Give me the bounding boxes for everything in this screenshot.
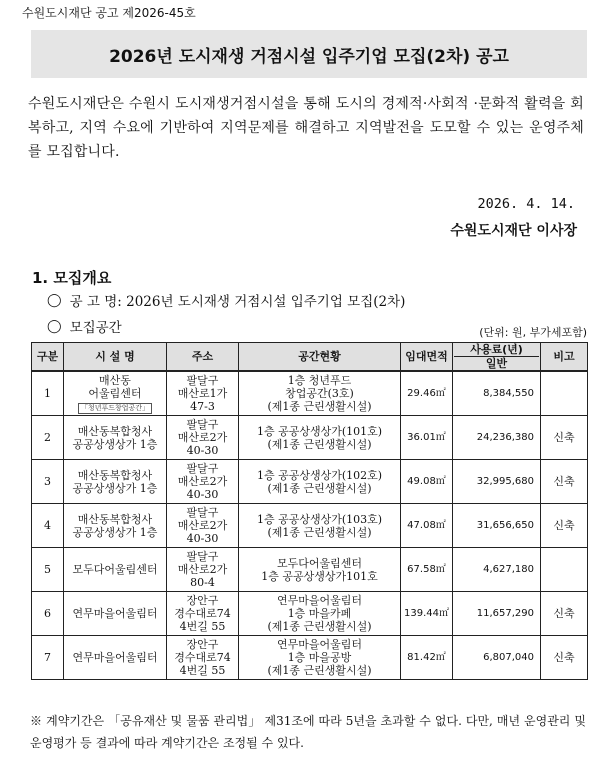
cell-address (167, 416, 239, 460)
cell-status (239, 636, 401, 680)
cell-facility (64, 548, 167, 592)
table-row (32, 592, 588, 636)
cell-status (239, 416, 401, 460)
cell-status-text: 연무마을어울림터 1층 마을공방 (제1종 근린생활시설) (267, 638, 372, 677)
cell-address-text: 장안구 경수대로74 4번길 55 (174, 594, 231, 633)
cell-no-text: 5 (44, 563, 51, 576)
section-heading-overview: 1. 모집개요 (32, 269, 112, 287)
cell-note (541, 460, 588, 504)
table-row (32, 548, 588, 592)
cell-address (167, 371, 239, 416)
facility-tag: 「청년푸드창업공간」 (78, 403, 152, 414)
bullet-notice-name (47, 290, 405, 310)
cell-address-text: 팔달구 매산로2가 40-30 (177, 506, 228, 545)
cell-rent-text: 32,995,680 (476, 476, 534, 487)
cell-facility (64, 636, 167, 680)
cell-rent (453, 416, 541, 460)
cell-note (541, 548, 588, 592)
cell-status (239, 592, 401, 636)
cell-no (32, 460, 64, 504)
cell-note (541, 371, 588, 416)
cell-note-text: 신축 (553, 519, 575, 532)
cell-no-text: 3 (44, 475, 51, 488)
cell-no-text: 7 (44, 651, 51, 664)
cell-facility-text: 매산동 어울림센터 (88, 373, 142, 400)
cell-status (239, 460, 401, 504)
cell-no (32, 636, 64, 680)
cell-address (167, 504, 239, 548)
page-title-banner (31, 30, 587, 78)
cell-rent-text: 4,627,180 (483, 564, 534, 575)
cell-area (401, 416, 453, 460)
cell-address-text: 팔달구 매산로2가 80-4 (177, 550, 228, 589)
cell-rent (453, 460, 541, 504)
cell-note (541, 592, 588, 636)
cell-no (32, 548, 64, 592)
table-row (32, 504, 588, 548)
cell-area-text: 139.44㎡ (404, 608, 449, 619)
cell-status (239, 548, 401, 592)
cell-status-text: 1층 공공상생상가(101호) (제1종 근린생활시설) (256, 424, 383, 451)
header-note: 비고 (541, 343, 588, 372)
cell-address-text: 장안구 경수대로74 4번길 55 (174, 638, 231, 677)
cell-facility-text: 매산동복합청사 공공상생상가 1층 (72, 424, 158, 451)
cell-area (401, 548, 453, 592)
cell-area (401, 504, 453, 548)
cell-facility-text: 매산동복합청사 공공상생상가 1층 (72, 468, 158, 495)
cell-area (401, 460, 453, 504)
table-row (32, 636, 588, 680)
header-rent (453, 343, 541, 372)
cell-no-text: 2 (44, 431, 51, 444)
table-header-row (32, 343, 588, 372)
cell-no-text: 4 (44, 519, 51, 532)
header-facility: 시 설 명 (64, 343, 167, 372)
cell-rent (453, 636, 541, 680)
cell-note-text: 신축 (553, 651, 575, 664)
cell-no (32, 371, 64, 416)
footnote: ※ 계약기간은 「공유재산 및 물품 관리법」 제31조에 따라 5년을 초과할 수 없다. 다만, 매년 운영관리 및 운영평가 등 결과에 따라 계약기간은 조정될 수 있다. (30, 714, 586, 750)
table-row (32, 416, 588, 460)
cell-rent (453, 504, 541, 548)
cell-address-text: 팔달구 매산로2가 40-30 (177, 462, 228, 501)
cell-area-text: 47.08㎡ (407, 520, 446, 531)
cell-area-text: 49.08㎡ (407, 476, 446, 487)
cell-address (167, 592, 239, 636)
header-area: 임대면적 (401, 343, 453, 372)
cell-area (401, 592, 453, 636)
cell-no-text: 6 (44, 607, 51, 620)
cell-note-text: 신축 (553, 475, 575, 488)
cell-rent-text: 24,236,380 (476, 432, 534, 443)
cell-note (541, 416, 588, 460)
bullet-circle-icon: ◯ (47, 292, 62, 308)
cell-rent-text: 6,807,040 (483, 652, 534, 663)
cell-no-text: 1 (44, 387, 51, 400)
cell-area (401, 636, 453, 680)
cell-facility (64, 371, 167, 416)
cell-rent-text: 31,656,650 (476, 520, 534, 531)
bullet-notice-name-text: 공 고 명: 2026년 도시재생 거점시설 입주기업 모집(2차) (69, 294, 406, 310)
cell-facility (64, 460, 167, 504)
cell-note (541, 636, 588, 680)
cell-address (167, 460, 239, 504)
cell-no (32, 504, 64, 548)
announcement-date: 2026. 4. 14. (477, 196, 575, 212)
cell-status-text: 모두다어울림센터 1층 공공상생상가101호 (261, 556, 378, 583)
cell-note-text: 신축 (553, 607, 575, 620)
notice-number: 수원도시재단 공고 제2026-45호 (22, 6, 196, 20)
cell-facility-text: 모두다어울림센터 (72, 563, 158, 576)
cell-facility (64, 504, 167, 548)
cell-facility-text: 매산동복합청사 공공상생상가 1층 (72, 512, 158, 539)
header-no: 구분 (32, 343, 64, 372)
issuer-name: 수원도시재단 이사장 (450, 223, 577, 239)
unit-note: (단위: 원, 부가세포함) (479, 326, 587, 339)
cell-status (239, 371, 401, 416)
table-body (32, 371, 588, 680)
header-address: 주소 (167, 343, 239, 372)
cell-rent (453, 371, 541, 416)
header-rent-top: 사용료(년) (454, 343, 539, 357)
header-rent-bottom: 일반 (485, 357, 508, 370)
cell-status-text: 연무마을어울림터 1층 마을카페 (제1종 근린생활시설) (267, 594, 372, 633)
recruit-space-table (31, 342, 588, 680)
cell-address-text: 팔달구 매산로1가 47-3 (177, 374, 228, 413)
cell-facility (64, 416, 167, 460)
header-status: 공간현황 (239, 343, 401, 372)
bullet-recruit-space (47, 316, 122, 336)
bullet-recruit-space-text: 모집공간 (69, 320, 122, 336)
cell-no (32, 416, 64, 460)
cell-area-text: 67.58㎡ (407, 564, 446, 575)
cell-rent (453, 592, 541, 636)
cell-rent-text: 11,657,290 (476, 608, 534, 619)
cell-address (167, 548, 239, 592)
cell-address (167, 636, 239, 680)
cell-status (239, 504, 401, 548)
cell-rent-text: 8,384,550 (483, 388, 534, 399)
table-row (32, 371, 588, 416)
cell-status-text: 1층 공공상생상가(103호) (제1종 근린생활시설) (256, 512, 383, 539)
bullet-circle-icon: ◯ (47, 318, 62, 334)
cell-facility (64, 592, 167, 636)
cell-facility-text: 연무마을어울림터 (72, 607, 158, 620)
cell-area-text: 29.46㎡ (407, 388, 446, 399)
page-title: 2026년 도시재생 거점시설 입주기업 모집(2차) 공고 (109, 46, 509, 67)
cell-area-text: 81.42㎡ (407, 652, 446, 663)
cell-status-text: 1층 공공상생상가(102호) (제1종 근린생활시설) (256, 468, 383, 495)
cell-area (401, 371, 453, 416)
cell-address-text: 팔달구 매산로2가 40-30 (177, 418, 228, 457)
cell-no (32, 592, 64, 636)
cell-note-text: 신축 (553, 431, 575, 444)
cell-rent (453, 548, 541, 592)
cell-facility-text: 연무마을어울림터 (72, 651, 158, 664)
intro-paragraph: 수원도시재단은 수원시 도시재생거점시설을 통해 도시의 경제적·사회적 ·문화적 활력을 회복하고, 지역 수요에 기반하여 지역문제를 해결하고 지역발전을 도모할 수 있는 운영주체를 모집합니다. (28, 96, 584, 160)
cell-status-text: 1층 청년푸드 창업공간(3호) (제1종 근린생활시설) (267, 374, 372, 413)
cell-area-text: 36.01㎡ (407, 432, 446, 443)
cell-note (541, 504, 588, 548)
table-row (32, 460, 588, 504)
